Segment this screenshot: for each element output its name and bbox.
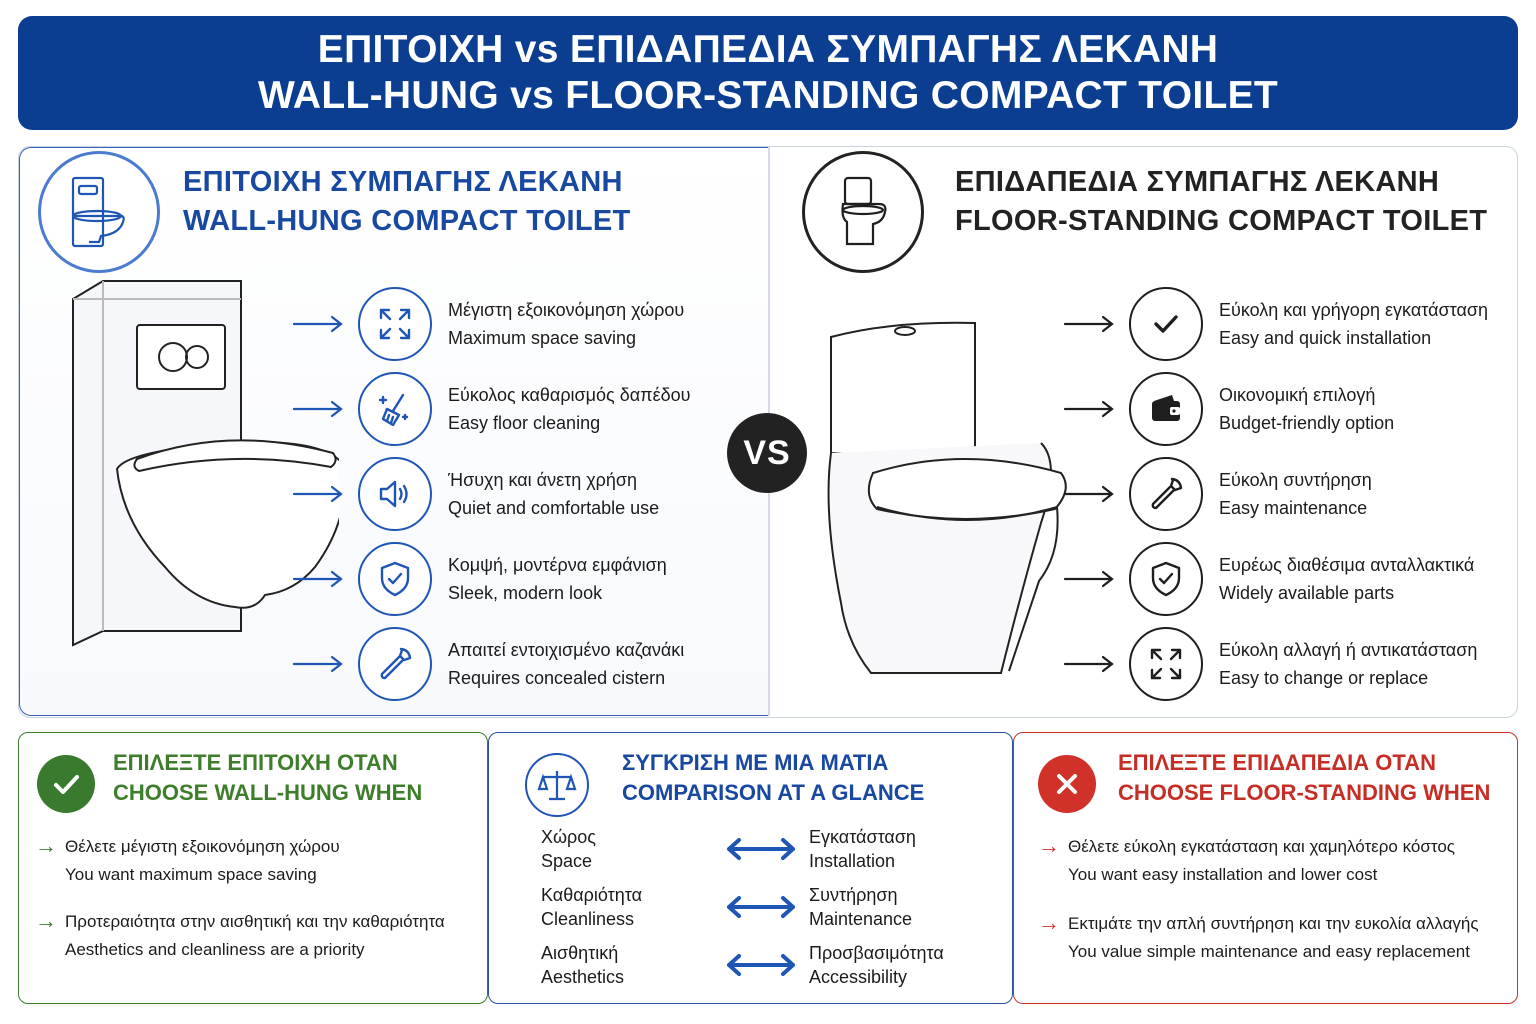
arrow-right-icon — [1063, 569, 1117, 589]
feature-text — [448, 381, 690, 437]
feature-greek: Ευρέως διαθέσιμα ανταλλακτικά — [1219, 555, 1475, 575]
arrow-right-icon — [292, 314, 346, 334]
choose-floor-standing-title — [1118, 748, 1490, 808]
list-item-english: You want maximum space saving — [65, 865, 317, 884]
arrow-right-icon: → — [1038, 833, 1060, 858]
list-item-english: You want easy installation and lower cost — [1068, 865, 1378, 884]
floor-standing-title — [955, 163, 1487, 241]
feature-item — [292, 287, 684, 361]
list-item-greek: Εκτιμάτε την απλή συντήρηση και την ευκολία αλλαγής — [1068, 914, 1479, 933]
choose-wall-hung-title — [113, 748, 422, 808]
expand-arrows-icon — [358, 287, 432, 361]
list-item-greek: Προτεραιότητα στην αισθητική και την καθαριότητα — [65, 912, 445, 931]
wall-hung-title-greek: ΕΠΙΤΟΙΧΗ ΣΥΜΠΑΓΗΣ ΛΕΚΑΝΗ — [183, 166, 623, 198]
check-badge-icon — [37, 755, 95, 813]
choose-floor-standing-box — [1013, 732, 1518, 1004]
glance-left-label: Καθαριότητα Cleanliness — [541, 885, 642, 929]
wrench-icon — [1129, 457, 1203, 531]
arrow-right-icon — [292, 484, 346, 504]
choose-wall-hung-title-english: CHOOSE WALL-HUNG WHEN — [113, 780, 423, 805]
glance-left-label: Χώρος Space — [541, 827, 596, 871]
list-item — [1038, 910, 1479, 966]
feature-item — [1063, 287, 1488, 361]
feature-english: Requires concealed cistern — [448, 668, 666, 688]
wallet-icon — [1129, 372, 1203, 446]
list-item-english: Aesthetics and cleanliness are a priority — [65, 940, 365, 959]
balance-scale-icon — [525, 753, 589, 817]
feature-english: Easy floor cleaning — [448, 413, 601, 433]
header-banner — [18, 16, 1518, 130]
feature-item — [1063, 372, 1394, 446]
double-arrow-icon — [709, 892, 809, 922]
arrow-right-icon: → — [35, 833, 57, 858]
list-item-english: You value simple maintenance and easy replacement — [1068, 942, 1470, 961]
feature-greek: Εύκολος καθαρισμός δαπέδου — [448, 385, 691, 405]
feature-text — [448, 296, 684, 352]
feature-greek: Ήσυχη και άνετη χρήση — [448, 470, 638, 490]
glance-right-label: Εγκατάσταση Installation — [809, 827, 916, 871]
header-title-english: WALL-HUNG vs FLOOR-STANDING COMPACT TOILET — [257, 74, 1279, 117]
choose-floor-standing-title-english: CHOOSE FLOOR-STANDING WHEN — [1118, 780, 1491, 805]
feature-item — [1063, 627, 1477, 701]
floor-standing-toilet-icon — [802, 151, 924, 273]
glance-title-greek: ΣΥΓΚΡΙΣΗ ΜΕ ΜΙΑ ΜΑΤΙΑ — [622, 750, 889, 775]
glance-title-english: COMPARISON AT A GLANCE — [622, 780, 925, 805]
list-item — [1038, 833, 1455, 889]
arrow-right-icon — [1063, 399, 1117, 419]
arrow-right-icon: → — [1038, 910, 1060, 935]
feature-item — [1063, 457, 1372, 531]
choose-wall-hung-box — [18, 732, 488, 1004]
floor-standing-title-english: FLOOR-STANDING COMPACT TOILET — [955, 205, 1488, 237]
checkmark-icon — [1129, 287, 1203, 361]
comparison-panel — [18, 146, 1518, 718]
feature-english: Sleek, modern look — [448, 583, 603, 603]
glance-left-label: Αισθητική Aesthetics — [541, 943, 625, 987]
double-arrow-icon — [709, 950, 809, 980]
feature-greek: Απαιτεί εντοιχισμένο καζανάκι — [448, 640, 685, 660]
feature-text — [1219, 551, 1474, 607]
glance-right-label: Προσβασιμότητα Accessibility — [809, 943, 944, 987]
arrow-right-icon — [1063, 484, 1117, 504]
arrow-right-icon — [292, 399, 346, 419]
feature-english: Maximum space saving — [448, 328, 637, 348]
list-item-greek: Θέλετε εύκολη εγκατάσταση και χαμηλότερο κόστος — [1068, 837, 1455, 856]
arrow-right-icon — [292, 569, 346, 589]
choose-wall-hung-title-greek: ΕΠΙΛΕΞΤΕ ΕΠΙΤΟΙΧΗ ΟΤΑΝ — [113, 750, 398, 775]
feature-text — [448, 466, 659, 522]
arrow-right-icon — [1063, 654, 1117, 674]
feature-english: Budget-friendly option — [1219, 413, 1395, 433]
shield-check-icon — [358, 542, 432, 616]
feature-greek: Μέγιστη εξοικονόμηση χώρου — [448, 300, 685, 320]
feature-english: Easy to change or replace — [1219, 668, 1429, 688]
feature-english: Easy and quick installation — [1219, 328, 1432, 348]
wall-hung-title-english: WALL-HUNG COMPACT TOILET — [183, 205, 631, 237]
arrow-right-icon — [292, 654, 346, 674]
arrow-right-icon — [1063, 314, 1117, 334]
feature-english: Widely available parts — [1219, 583, 1395, 603]
glance-row — [541, 883, 912, 931]
wall-hung-title — [183, 163, 631, 241]
feature-greek: Εύκολη αλλαγή ή αντικατάσταση — [1219, 640, 1478, 660]
glance-title — [622, 748, 924, 808]
choose-floor-standing-title-greek: ΕΠΙΛΕΞΤΕ ΕΠΙΔΑΠΕΔΙΑ ΟΤΑΝ — [1118, 750, 1436, 775]
feature-greek: Οικονομική επιλογή — [1219, 385, 1376, 405]
shield-check-icon — [1129, 542, 1203, 616]
quiet-speaker-icon — [358, 457, 432, 531]
feature-english: Easy maintenance — [1219, 498, 1368, 518]
floor-standing-title-greek: ΕΠΙΔΑΠΕΔΙΑ ΣΥΜΠΑΓΗΣ ΛΕΚΑΝΗ — [955, 166, 1440, 198]
glance-row — [541, 941, 944, 989]
feature-english: Quiet and comfortable use — [448, 498, 660, 518]
feature-text — [1219, 636, 1477, 692]
feature-item — [292, 542, 667, 616]
glance-row — [541, 825, 916, 873]
expand-arrows-icon — [1129, 627, 1203, 701]
feature-text — [1219, 296, 1488, 352]
feature-text — [1219, 466, 1372, 522]
broom-sparkle-icon — [358, 372, 432, 446]
feature-text — [448, 636, 684, 692]
arrow-right-icon: → — [35, 908, 57, 933]
feature-text — [1219, 381, 1394, 437]
x-badge-icon — [1038, 755, 1096, 813]
list-item — [35, 908, 445, 964]
feature-text — [448, 551, 667, 607]
glance-right-label: Συντήρηση Maintenance — [809, 885, 913, 929]
feature-greek: Εύκολη και γρήγορη εγκατάσταση — [1219, 300, 1488, 320]
feature-item — [292, 457, 659, 531]
header-title-greek: ΕΠΙΤΟΙΧΗ vs ΕΠΙΔΑΠΕΔΙΑ ΣΥΜΠΑΓΗΣ ΛΕΚΑΝΗ — [317, 28, 1219, 71]
wrench-icon — [358, 627, 432, 701]
comparison-at-a-glance-box — [488, 732, 1013, 1004]
feature-greek: Εύκολη συντήρηση — [1219, 470, 1372, 490]
list-item — [35, 833, 340, 889]
feature-item — [292, 372, 690, 446]
double-arrow-icon — [709, 834, 809, 864]
feature-greek: Κομψή, μοντέρνα εμφάνιση — [448, 555, 667, 575]
vs-badge: VS — [727, 413, 807, 493]
feature-item — [292, 627, 684, 701]
wall-hung-toilet-icon — [38, 151, 160, 273]
feature-item — [1063, 542, 1474, 616]
list-item-greek: Θέλετε μέγιστη εξοικονόμηση χώρου — [65, 837, 340, 856]
